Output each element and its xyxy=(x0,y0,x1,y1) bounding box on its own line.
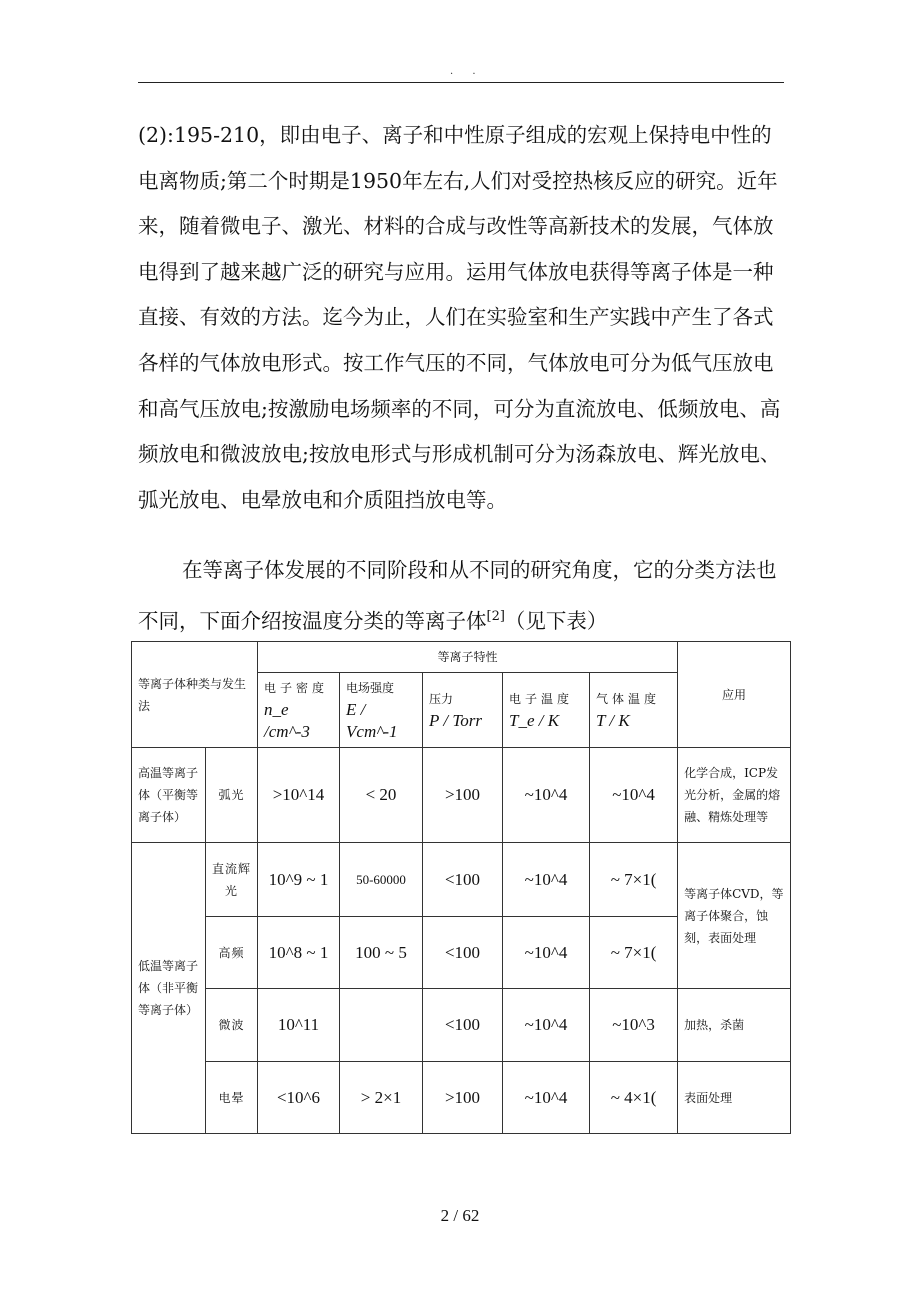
pressure-cell: <100 xyxy=(423,917,503,989)
density-cell: 10^11 xyxy=(258,989,340,1062)
application-cell: 表面处理 xyxy=(678,1062,791,1134)
method-corona: 电晕 xyxy=(206,1062,258,1134)
gas-temp-cell: ~10^4 xyxy=(590,748,678,843)
header-plasma-props: 等离子特性 xyxy=(258,642,678,673)
gas-temp-cell: ~ 7×1( xyxy=(590,843,678,917)
gas-temp-cell: ~ 7×1( xyxy=(590,917,678,989)
density-cell: >10^14 xyxy=(258,748,340,843)
density-cell: <10^6 xyxy=(258,1062,340,1134)
application-cell: 化学合成，ICP发光分析，金属的熔融、精炼处理等 xyxy=(678,748,791,843)
density-cell: 10^9 ~ 1 xyxy=(258,843,340,917)
electron-temp-cell: ~10^4 xyxy=(503,989,590,1062)
field-cell: 50-60000 xyxy=(340,843,423,917)
header-field-unit: E / Vcm^-1 xyxy=(346,700,398,741)
application-cell-dc-hf: 等离子体CVD，等离子体聚合，蚀刻，表面处理 xyxy=(678,843,791,989)
plasma-classification-table xyxy=(131,641,791,1134)
header-gas-temp-label: 气体温度 xyxy=(596,692,661,706)
gas-temp-cell: ~10^3 xyxy=(590,989,678,1062)
gas-temp-cell: ~ 4×1( xyxy=(590,1062,678,1134)
header-gas-temp-unit: T / K xyxy=(596,711,630,730)
header-electron-temp-label: 电子温度 xyxy=(509,692,574,706)
field-cell: > 2×1 xyxy=(340,1062,423,1134)
header-field-label: 电场强度 xyxy=(346,681,395,695)
method-microwave: 微波 xyxy=(206,989,258,1062)
electron-temp-cell: ~10^4 xyxy=(503,748,590,843)
group-low-temp: 低温等离子体（非平衡等离子体） xyxy=(132,843,206,1134)
application-cell: 加热，杀菌 xyxy=(678,989,791,1062)
header-density-label: 电子密度 xyxy=(264,681,329,695)
header-electron-temp xyxy=(503,673,590,748)
paragraph-2-text: 在等离子体发展的不同阶段和从不同的研究角度，它的分类方法也不同，下面介绍按温度分类的等离子体 xyxy=(138,558,777,633)
header-field xyxy=(340,673,423,748)
method-arc: 弧光 xyxy=(206,748,258,843)
header-electron-temp-unit: T_e / K xyxy=(509,711,560,730)
header-rule xyxy=(138,82,784,83)
table-row xyxy=(132,989,791,1062)
header-pressure xyxy=(423,673,503,748)
header-gas-temp xyxy=(590,673,678,748)
paragraph-1: (2):195-210，即由电子、离子和中性原子组成的宏观上保持电中性的电离物质;第二个时期是1950年左右,人们对受控热核反应的研究。近年来，随着微电子、激光、材料的合成与改性等高新技术的发展，气体放电得到了越来越广泛的研究与应用。运用气体放电获得等离子体是一种直接、有效的方法。迄今为止，人们在实验室和生产实践中产生了各式各样的气体放电形式。按工作气压的不同，气体放电可分为低气压放电和高气压放电;按激励电场频率的不同，可分为直流放电、低频放电、高频放电和微波放电;按放电形式与形成机制可分为汤森放电、辉光放电、弧光放电、电晕放电和介质阻挡放电等。 xyxy=(138,123,781,512)
field-cell xyxy=(340,989,423,1062)
pressure-cell: <100 xyxy=(423,843,503,917)
method-dc-glow: 直流辉光 xyxy=(206,843,258,917)
method-hf: 高频 xyxy=(206,917,258,989)
header-pressure-unit: P / Torr xyxy=(429,711,482,730)
field-cell: < 20 xyxy=(340,748,423,843)
table-row xyxy=(132,1062,791,1134)
table-row xyxy=(132,748,791,843)
header-density-unit: n_e /cm^-3 xyxy=(264,700,310,741)
pressure-cell: <100 xyxy=(423,989,503,1062)
header-density xyxy=(258,673,340,748)
paragraph-2-tail: （见下表） xyxy=(504,608,608,633)
electron-temp-cell: ~10^4 xyxy=(503,917,590,989)
header-application: 应用 xyxy=(678,642,791,748)
header-marks: . . xyxy=(450,66,484,77)
group-high-temp: 高温等离子体（平衡等离子体） xyxy=(132,748,206,843)
paragraph-2 xyxy=(138,548,788,644)
electron-temp-cell: ~10^4 xyxy=(503,843,590,917)
field-cell: 100 ~ 5 xyxy=(340,917,423,989)
citation-ref: [2] xyxy=(486,608,505,624)
electron-temp-cell: ~10^4 xyxy=(503,1062,590,1134)
page-number: 2 / 62 xyxy=(440,1206,480,1225)
pressure-cell: >100 xyxy=(423,748,503,843)
density-cell: 10^8 ~ 1 xyxy=(258,917,340,989)
pressure-cell: >100 xyxy=(423,1062,503,1134)
table-row xyxy=(132,843,791,917)
header-plasma-type: 等离子体种类与发生法 xyxy=(132,642,258,748)
header-pressure-label: 压力 xyxy=(429,692,454,706)
